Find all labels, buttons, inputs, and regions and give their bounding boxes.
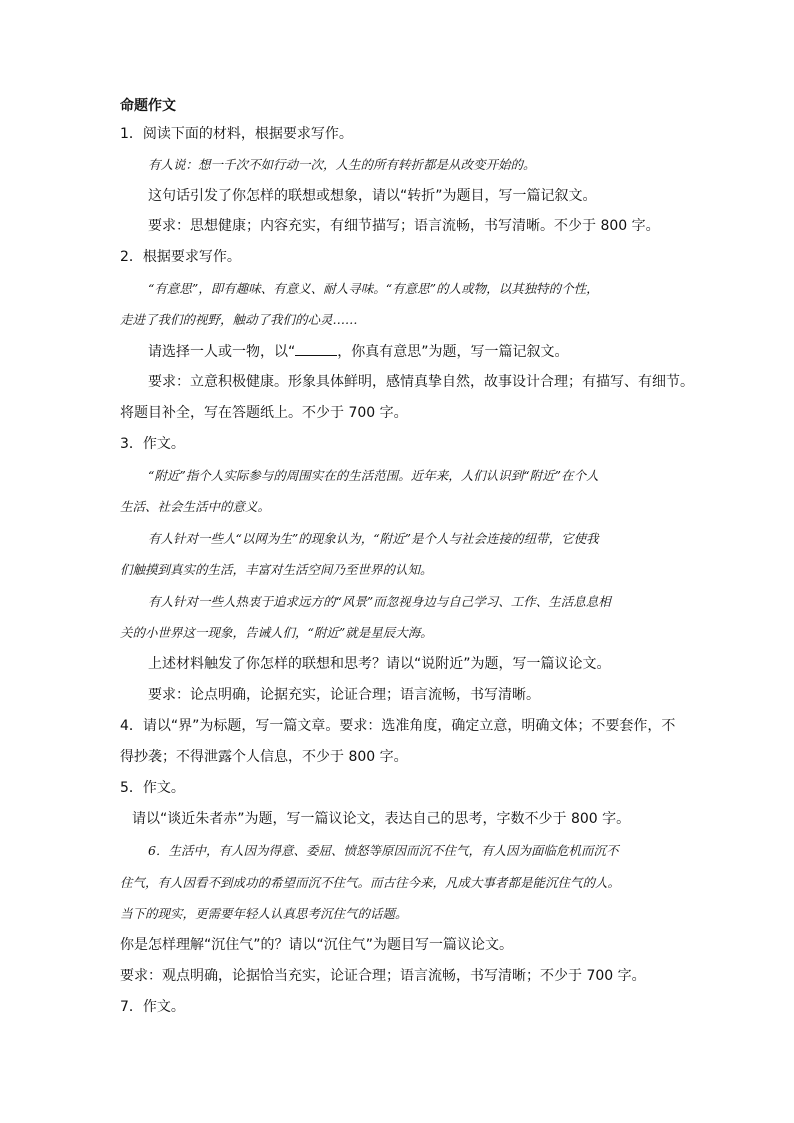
q2-material-line1: “有意思”，即有趣味、有意义、耐人寻味。“有意思”的人或物，以其独特的个性，	[148, 281, 599, 296]
fill-in-blank	[295, 341, 337, 356]
q2-requirement-line1: 要求：立意积极健康。形象具体鲜明，感情真挚自然，故事设计合理；有描写、有细节。	[148, 374, 694, 390]
q1-requirement: 要求：思想健康；内容充实，有细节描写；语言流畅，书写清晰。不少于 800 字。	[148, 218, 660, 234]
q1-title: 1．阅读下面的材料，根据要求写作。	[120, 126, 353, 142]
q3-material1-line1: “附近”指个人实际参与的周围实在的生活范围。近年来，人们认识到“附近”在个人	[148, 468, 599, 483]
q3-material3-line1: 有人针对一些人热衷于追求远方的“风景”而忽视身边与自己学习、工作、生活息息相	[148, 594, 611, 609]
q3-material2-line1: 有人针对一些人“以网为生”的现象认为，“附近”是个人与社会连接的纽带，它使我	[148, 531, 599, 546]
q3-title: 3．作文。	[120, 436, 185, 452]
q1-task: 这句话引发了你怎样的联想或想象，请以“转折”为题目，写一篇记叙文。	[148, 188, 597, 204]
q6-task: 你是怎样理解“沉住气”的？请以“沉住气”为题目写一篇议论文。	[120, 937, 514, 953]
q4-line1: 4．请以“界”为标题，写一篇文章。要求：选准角度，确定立意，明确文体；不要套作，不	[120, 718, 676, 734]
q3-material2-line2: 们触摸到真实的生活，丰富对生活空间乃至世界的认知。	[120, 562, 433, 577]
q6-material-line1: 6．生活中，有人因为得意、委屈、愤怒等原因而沉不住气，有人因为面临危机而沉不	[148, 843, 619, 858]
q3-task: 上述材料触发了你怎样的联想和思考？请以“说附近”为题，写一篇议论文。	[148, 656, 611, 672]
q6-material-line2: 住气，有人因看不到成功的希望而沉不住气。而古往今来，凡成大事者都是能沉住气的人。	[120, 875, 621, 890]
q3-material1-line2: 生活、社会生活中的意义。	[120, 499, 271, 514]
q3-material3-line2: 关的小世界这一现象，告诫人们，“附近”就是星辰大海。	[120, 625, 433, 640]
q5-title: 5．作文。	[120, 780, 185, 796]
q3-requirement: 要求：论点明确，论据充实，论证合理；语言流畅，书写清晰。	[148, 687, 540, 703]
q7-title: 7．作文。	[120, 999, 185, 1015]
q6-requirement: 要求：观点明确，论据恰当充实，论证合理；语言流畅，书写清晰；不少于 700 字。	[120, 968, 646, 984]
section-heading: 命题作文	[120, 98, 176, 114]
q2-requirement-line2: 将题目补全，写在答题纸上。不少于 700 字。	[120, 405, 408, 421]
q2-material-line2: 走进了我们的视野，触动了我们的心灵……	[120, 312, 358, 327]
q6-material-line3: 当下的现实，更需要年轻人认真思考沉住气的话题。	[120, 906, 408, 921]
q4-line2: 得抄袭；不得泄露个人信息，不少于 800 字。	[120, 749, 408, 765]
q2-task	[148, 341, 569, 362]
q2-task-suffix: ，你真有意思”为题，写一篇记叙文。	[337, 344, 569, 360]
q2-title: 2．根据要求写作。	[120, 249, 241, 265]
q5-task: 请以“谈近朱者赤”为题，写一篇议论文，表达自己的思考，字数不少于 800 字。	[132, 811, 631, 827]
q1-material: 有人说：想一千次不如行动一次，人生的所有转折都是从改变开始的。	[148, 157, 536, 172]
q2-task-prefix: 请选择一人或一物，以“	[148, 344, 296, 360]
